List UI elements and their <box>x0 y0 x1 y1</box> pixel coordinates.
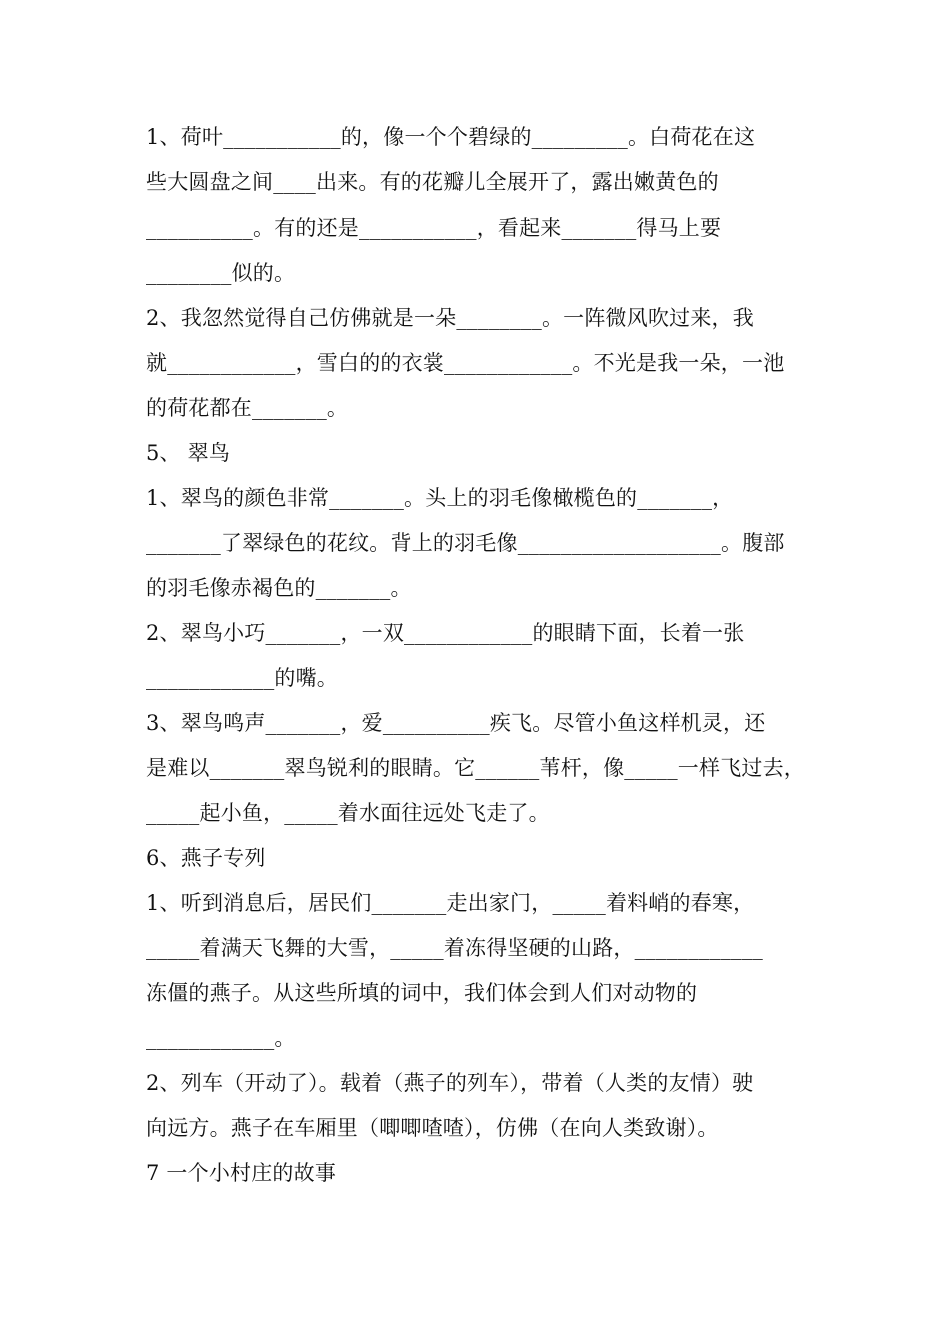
text-line: 1、听到消息后，居民们_______走出家门，_____着料峭的春寒， <box>146 891 755 915</box>
text-line: 的羽毛像赤褐色的_______。 <box>146 576 412 600</box>
text-line: 冻僵的燕子。从这些所填的词中，我们体会到人们对动物的 <box>146 981 698 1005</box>
text-line: ________似的。 <box>146 261 296 285</box>
text-line: 1、翠鸟的颜色非常_______。头上的羽毛像橄榄色的_______， <box>146 486 734 510</box>
text-line: 的荷花都在_______。 <box>146 396 349 420</box>
text-line: 2、翠鸟小巧_______，一双____________的眼睛下面，长着一张 <box>146 621 745 645</box>
section-heading: 7 一个小村庄的故事 <box>146 1161 337 1185</box>
text-line: ____________。 <box>146 1026 296 1050</box>
text-line: 就____________，雪白的的衣裳____________。不光是我一朵，一池 <box>146 351 785 375</box>
text-line: 3、翠鸟鸣声_______，爱__________疾飞。尽管小鱼这样机灵，还 <box>146 711 766 735</box>
text-line: __________。有的还是___________，看起来_______得马上要 <box>146 216 722 240</box>
text-line: ____________的嘴。 <box>146 666 338 690</box>
text-line: _______了翠绿色的花纹。背上的羽毛像___________________。腹部 <box>146 531 785 555</box>
section-heading: 6、燕子专列 <box>146 846 266 870</box>
text-line: 2、我忽然觉得自己仿佛就是一朵________。一阵微风吹过来，我 <box>146 306 754 330</box>
text-line: 些大圆盘之间____出来。有的花瓣儿全展开了，露出嫩黄色的 <box>146 170 719 194</box>
section-heading: 5、 翠鸟 <box>146 441 231 465</box>
text-line: 1、荷叶___________的，像一个个碧绿的_________。白荷花在这 <box>146 125 756 149</box>
text-line: _____着满天飞舞的大雪，_____着冻得坚硬的山路，____________ <box>146 936 763 960</box>
text-line: _____起小鱼，_____着水面往远处飞走了。 <box>146 801 550 825</box>
text-line: 向远方。燕子在车厢里（唧唧喳喳），仿佛（在向人类致谢）。 <box>146 1116 719 1140</box>
text-line: 2、列车（开动了）。载着（燕子的列车），带着（人类的友情）驶 <box>146 1071 754 1095</box>
text-line: 是难以_______翠鸟锐利的眼睛。它______苇杆，像_____一样飞过去， <box>146 756 805 780</box>
